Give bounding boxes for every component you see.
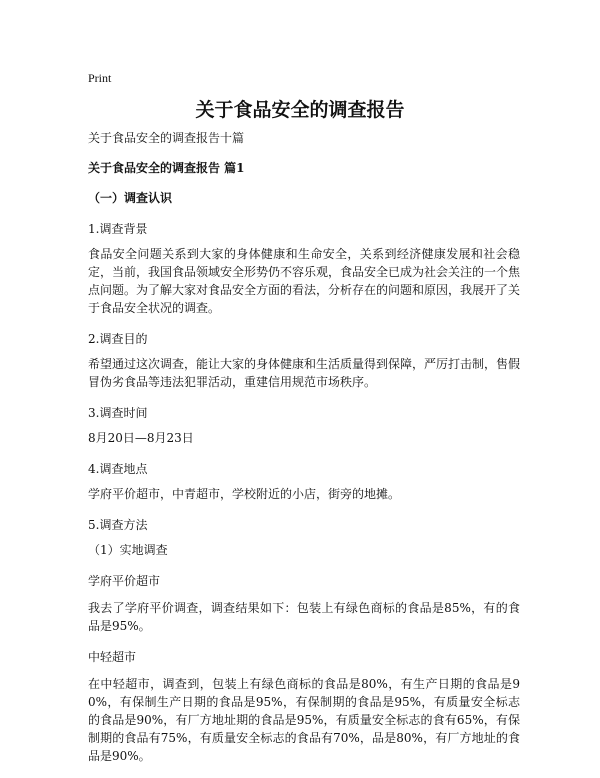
- store-label: 中轻超市: [88, 650, 137, 664]
- document-title: 关于食品安全的调查报告: [195, 99, 405, 121]
- store-paragraph: 我去了学府平价调查，调查结果如下：包装上有绿色商标的食品是85%，有的食品是95%。: [88, 601, 520, 633]
- item-title: 4.调查地点: [88, 462, 148, 476]
- store-paragraph: 在中轻超市，调查到，包装上有绿色商标的食品是80%，有生产日期的食品是90%，有保制生产日期的食品是95%，有保制期的食品是95%，有质量安全标志的食品是90%，有厂方地址期的食品是95%，有质量安全标志的食有65%，有保制期的食品有75%，有质量安全标志的食品有70%，品是80%，有厂方地址的食品是90%。: [88, 677, 520, 763]
- item-title: 2.调查目的: [88, 332, 148, 346]
- section-heading: （一）调查认识: [88, 191, 173, 205]
- store-label: 学府平价超市: [88, 574, 161, 588]
- item-title: 5.调查方法: [88, 518, 148, 532]
- document-subtitle: 关于食品安全的调查报告十篇: [88, 131, 245, 145]
- item-title: 3.调查时间: [88, 406, 148, 420]
- item-paragraph: （1）实地调查: [88, 543, 168, 557]
- item-paragraph: 学府平价超市，中青超市，学校附近的小店，街旁的地摊。: [88, 487, 401, 501]
- item-paragraph: 8月20日—8月23日: [88, 431, 194, 445]
- document-body: [88, 129, 520, 778]
- item-title: 1.调查背景: [88, 222, 148, 236]
- item-paragraph: 希望通过这次调查，能让大家的身体健康和生活质量得到保障，严厉打击制，售假冒伪劣食品等违法犯罪活动，重建信用规范市场秩序。: [88, 357, 521, 389]
- item-paragraph: 食品安全问题关系到大家的身体健康和生命安全，关系到经济健康发展和社会稳定，当前，我国食品领域安全形势仍不容乐观，食品安全已成为社会关注的一个焦点问题。为了解大家对食品安全方面的看法，分析存在的问题和原因，我展开了关于食品安全状况的调查。: [88, 247, 521, 315]
- print-label: Print: [88, 71, 112, 85]
- article-heading: 关于食品安全的调查报告 篇1: [88, 161, 245, 175]
